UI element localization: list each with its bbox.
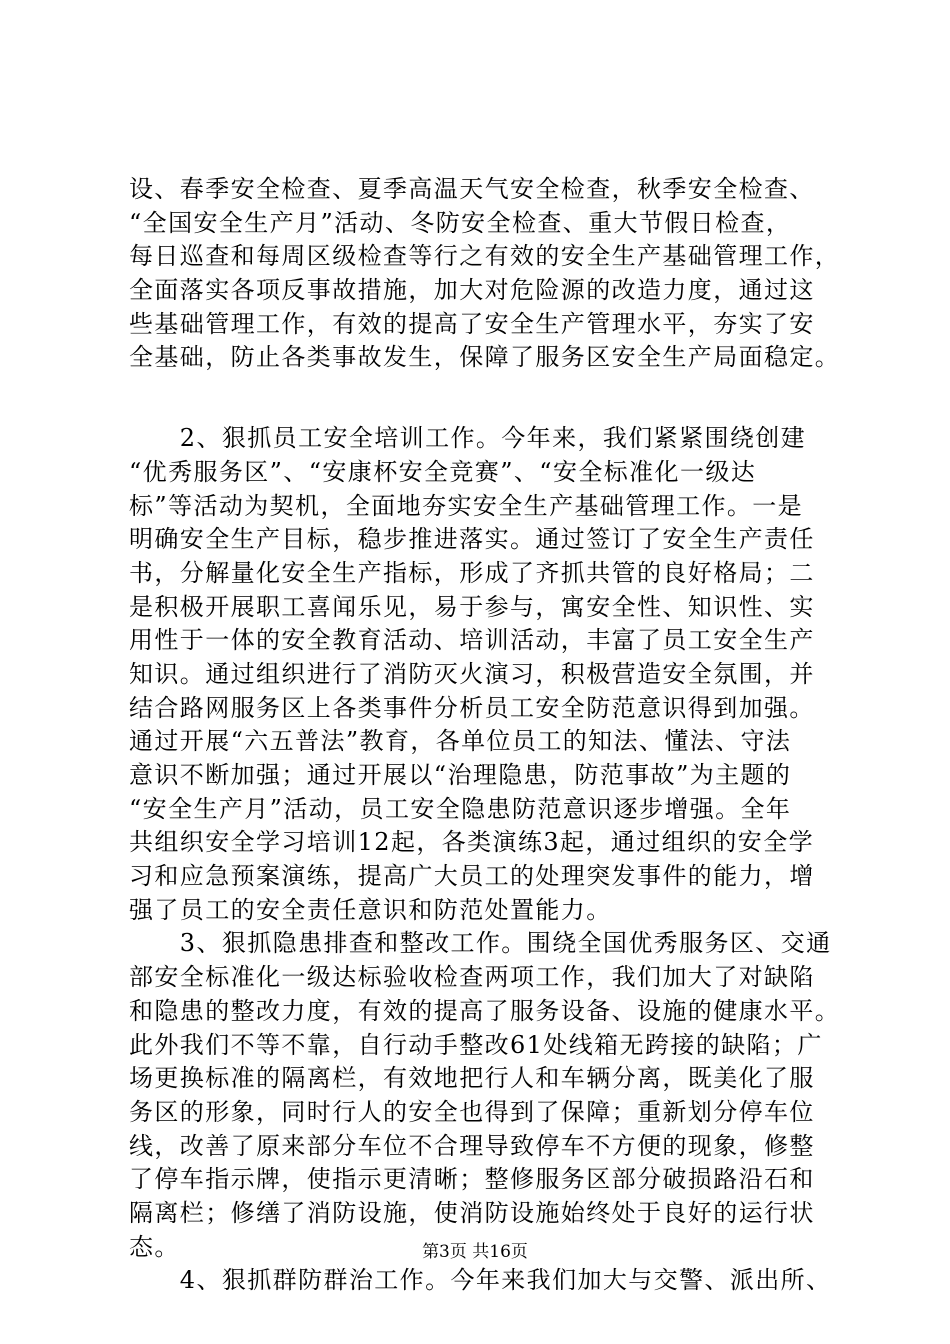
paragraph-safety-inspections bbox=[129, 173, 841, 375]
text-line: 用性于一体的安全教育活动、培训活动，丰富了员工安全生产 bbox=[129, 626, 815, 655]
text-line: “全国安全生产月”活动、冬防安全检查、重大节假日检查， bbox=[129, 208, 792, 237]
text-line: 务区的形象，同时行人的安全也得到了保障；重新划分停车位 bbox=[129, 1097, 815, 1126]
text-line: 场更换标准的隔离栏，有效地把行人和车辆分离，既美化了服 bbox=[129, 1064, 815, 1093]
text-line: 通过开展“六五普法”教育，各单位员工的知法、懂法、守法 bbox=[129, 727, 792, 756]
text-line: 态。 bbox=[129, 1232, 180, 1261]
text-line: 习和应急预案演练，提高广大员工的处理突发事件的能力，增 bbox=[129, 862, 815, 891]
text-line: 结合路网服务区上各类事件分析员工安全防范意识得到加强。 bbox=[129, 693, 815, 722]
text-line: 书，分解量化安全生产指标，形成了齐抓共管的良好格局；二 bbox=[129, 558, 815, 587]
text-line: 标”等活动为契机，全面地夯实安全生产基础管理工作。一是 bbox=[129, 491, 804, 520]
text-line: 隔离栏；修缮了消防设施，使消防设施始终处于良好的运行状 bbox=[129, 1198, 815, 1227]
text-line: 全面落实各项反事故措施，加大对危险源的改造力度，通过这 bbox=[129, 276, 815, 305]
text-line: 明确安全生产目标，稳步推进落实。通过签订了安全生产责任 bbox=[129, 525, 815, 554]
text-line: 每日巡查和每周区级检查等行之有效的安全生产基础管理工作， bbox=[129, 242, 841, 271]
text-line: 全基础，防止各类事故发生，保障了服务区安全生产局面稳定。 bbox=[129, 343, 841, 372]
text-line: 共组织安全学习培训12起，各类演练3起，通过组织的安全学 bbox=[129, 828, 815, 857]
body-text bbox=[129, 173, 841, 1298]
text-line: 2、狠抓员工安全培训工作。今年来，我们紧紧围绕创建 bbox=[129, 424, 807, 453]
paragraph-staff-training bbox=[129, 422, 829, 927]
text-line: “优秀服务区”、“安康杯安全竞赛”、“安全标准化一级达 bbox=[129, 457, 757, 486]
text-line: 此外我们不等不靠，自行动手整改61处线箱无跨接的缺陷；广 bbox=[129, 1030, 823, 1059]
text-line: 线，改善了原来部分车位不合理导致停车不方便的现象，修整 bbox=[129, 1131, 815, 1160]
paragraph-spacer bbox=[129, 375, 829, 422]
text-line: 是积极开展职工喜闻乐见，易于参与，寓安全性、知识性、实 bbox=[129, 592, 815, 621]
text-line: 和隐患的整改力度，有效的提高了服务设备、设施的健康水平。 bbox=[129, 996, 841, 1025]
text-line: 强了员工的安全责任意识和防范处置能力。 bbox=[129, 895, 612, 924]
page-number-footer: 第3页 共16页 bbox=[422, 1242, 528, 1262]
text-line: “安全生产月”活动，员工安全隐患防范意识逐步增强。全年 bbox=[129, 794, 792, 823]
text-line: 知识。通过组织进行了消防灭火演习，积极营造安全氛围，并 bbox=[129, 659, 815, 688]
text-line: 3、狠抓隐患排查和整改工作。围绕全国优秀服务区、交通 bbox=[129, 929, 832, 958]
paragraph-joint-prevention bbox=[129, 1264, 832, 1298]
text-line: 些基础管理工作，有效的提高了安全生产管理水平，夯实了安 bbox=[129, 309, 815, 338]
text-line: 了停车指示牌，使指示更清晰；整修服务区部分破损路沿石和 bbox=[129, 1165, 815, 1194]
text-line: 设、春季安全检查、夏季高温天气安全检查，秋季安全检查、 bbox=[129, 175, 815, 203]
text-line: 部安全标准化一级达标验收检查两项工作，我们加大了对缺陷 bbox=[129, 963, 815, 992]
text-line: 意识不断加强；通过开展以“治理隐患，防范事故”为主题的 bbox=[129, 761, 792, 789]
paragraph-hazard-rectification bbox=[129, 927, 841, 1264]
text-line: 4、狠抓群防群治工作。今年来我们加大与交警、派出所、 bbox=[129, 1266, 832, 1295]
